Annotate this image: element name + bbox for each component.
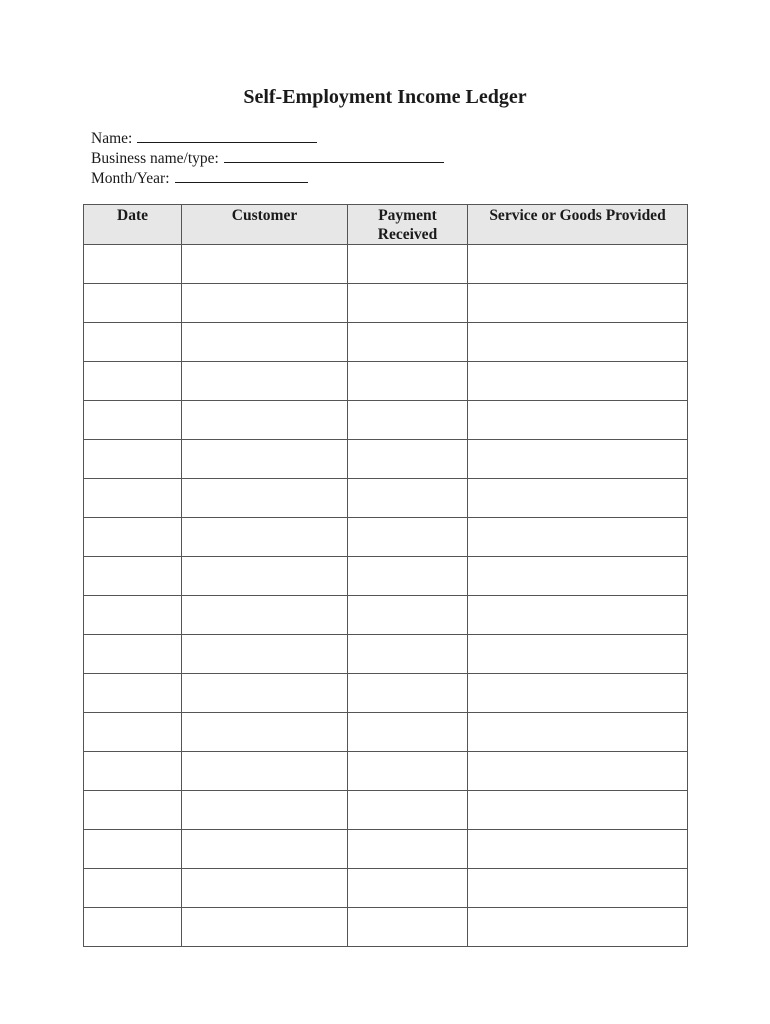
cell-customer[interactable] bbox=[182, 752, 348, 791]
table-row bbox=[84, 518, 688, 557]
cell-customer[interactable] bbox=[182, 791, 348, 830]
cell-date[interactable] bbox=[84, 908, 182, 947]
cell-payment[interactable] bbox=[348, 674, 468, 713]
cell-payment[interactable] bbox=[348, 362, 468, 401]
cell-customer[interactable] bbox=[182, 713, 348, 752]
cell-payment[interactable] bbox=[348, 479, 468, 518]
cell-service[interactable] bbox=[468, 401, 688, 440]
cell-customer[interactable] bbox=[182, 362, 348, 401]
page-title: Self-Employment Income Ledger bbox=[243, 86, 527, 108]
cell-payment[interactable] bbox=[348, 284, 468, 323]
table-row bbox=[84, 869, 688, 908]
month-year-label: Month/Year: bbox=[91, 170, 170, 187]
cell-date[interactable] bbox=[84, 518, 182, 557]
cell-payment[interactable] bbox=[348, 752, 468, 791]
ledger-body bbox=[84, 245, 688, 947]
header-customer: Customer bbox=[182, 205, 348, 245]
cell-date[interactable] bbox=[84, 401, 182, 440]
cell-date[interactable] bbox=[84, 440, 182, 479]
cell-customer[interactable] bbox=[182, 869, 348, 908]
cell-customer[interactable] bbox=[182, 830, 348, 869]
cell-service[interactable] bbox=[468, 791, 688, 830]
cell-payment[interactable] bbox=[348, 830, 468, 869]
cell-customer[interactable] bbox=[182, 479, 348, 518]
cell-payment[interactable] bbox=[348, 323, 468, 362]
cell-payment[interactable] bbox=[348, 440, 468, 479]
cell-payment[interactable] bbox=[348, 245, 468, 284]
cell-payment[interactable] bbox=[348, 635, 468, 674]
table-row bbox=[84, 284, 688, 323]
cell-service[interactable] bbox=[468, 830, 688, 869]
cell-service[interactable] bbox=[468, 869, 688, 908]
header-date: Date bbox=[84, 205, 182, 245]
table-row bbox=[84, 635, 688, 674]
cell-service[interactable] bbox=[468, 674, 688, 713]
cell-service[interactable] bbox=[468, 245, 688, 284]
cell-date[interactable] bbox=[84, 635, 182, 674]
cell-customer[interactable] bbox=[182, 908, 348, 947]
cell-customer[interactable] bbox=[182, 323, 348, 362]
cell-service[interactable] bbox=[468, 752, 688, 791]
table-row bbox=[84, 830, 688, 869]
cell-service[interactable] bbox=[468, 518, 688, 557]
cell-date[interactable] bbox=[84, 323, 182, 362]
table-row bbox=[84, 596, 688, 635]
name-field bbox=[91, 128, 444, 148]
table-row bbox=[84, 674, 688, 713]
month-year-field bbox=[91, 168, 444, 188]
business-blank[interactable] bbox=[224, 148, 444, 163]
cell-payment[interactable] bbox=[348, 908, 468, 947]
table-row bbox=[84, 713, 688, 752]
cell-customer[interactable] bbox=[182, 284, 348, 323]
cell-date[interactable] bbox=[84, 674, 182, 713]
ledger-table bbox=[83, 204, 688, 947]
header-service: Service or Goods Provided bbox=[468, 205, 688, 245]
cell-customer[interactable] bbox=[182, 245, 348, 284]
table-row bbox=[84, 479, 688, 518]
cell-payment[interactable] bbox=[348, 401, 468, 440]
cell-customer[interactable] bbox=[182, 674, 348, 713]
table-row bbox=[84, 791, 688, 830]
cell-service[interactable] bbox=[468, 908, 688, 947]
cell-date[interactable] bbox=[84, 869, 182, 908]
table-row bbox=[84, 362, 688, 401]
cell-customer[interactable] bbox=[182, 518, 348, 557]
cell-service[interactable] bbox=[468, 557, 688, 596]
table-row bbox=[84, 245, 688, 284]
business-label: Business name/type: bbox=[91, 150, 219, 167]
cell-payment[interactable] bbox=[348, 557, 468, 596]
header-payment-line2: Received bbox=[377, 226, 438, 243]
cell-date[interactable] bbox=[84, 479, 182, 518]
table-row bbox=[84, 401, 688, 440]
table-row bbox=[84, 752, 688, 791]
cell-service[interactable] bbox=[468, 713, 688, 752]
cell-date[interactable] bbox=[84, 362, 182, 401]
cell-customer[interactable] bbox=[182, 557, 348, 596]
table-row bbox=[84, 440, 688, 479]
cell-payment[interactable] bbox=[348, 596, 468, 635]
header-fields bbox=[91, 128, 444, 188]
table-row bbox=[84, 557, 688, 596]
cell-customer[interactable] bbox=[182, 401, 348, 440]
cell-service[interactable] bbox=[468, 284, 688, 323]
cell-customer[interactable] bbox=[182, 635, 348, 674]
cell-customer[interactable] bbox=[182, 596, 348, 635]
month-year-blank[interactable] bbox=[175, 168, 308, 183]
header-payment bbox=[348, 205, 468, 245]
name-blank[interactable] bbox=[137, 128, 317, 143]
cell-service[interactable] bbox=[468, 596, 688, 635]
cell-date[interactable] bbox=[84, 713, 182, 752]
cell-customer[interactable] bbox=[182, 440, 348, 479]
table-row bbox=[84, 323, 688, 362]
header-row bbox=[84, 205, 688, 245]
cell-service[interactable] bbox=[468, 479, 688, 518]
cell-payment[interactable] bbox=[348, 518, 468, 557]
cell-date[interactable] bbox=[84, 596, 182, 635]
cell-date[interactable] bbox=[84, 830, 182, 869]
cell-service[interactable] bbox=[468, 440, 688, 479]
cell-date[interactable] bbox=[84, 752, 182, 791]
name-label: Name: bbox=[91, 130, 133, 147]
table-row bbox=[84, 908, 688, 947]
cell-service[interactable] bbox=[468, 362, 688, 401]
cell-payment[interactable] bbox=[348, 713, 468, 752]
cell-date[interactable] bbox=[84, 791, 182, 830]
cell-service[interactable] bbox=[468, 323, 688, 362]
cell-payment[interactable] bbox=[348, 791, 468, 830]
cell-date[interactable] bbox=[84, 245, 182, 284]
cell-date[interactable] bbox=[84, 284, 182, 323]
cell-date[interactable] bbox=[84, 557, 182, 596]
cell-payment[interactable] bbox=[348, 869, 468, 908]
cell-service[interactable] bbox=[468, 635, 688, 674]
business-field bbox=[91, 148, 444, 168]
header-payment-line1: Payment bbox=[378, 207, 437, 224]
